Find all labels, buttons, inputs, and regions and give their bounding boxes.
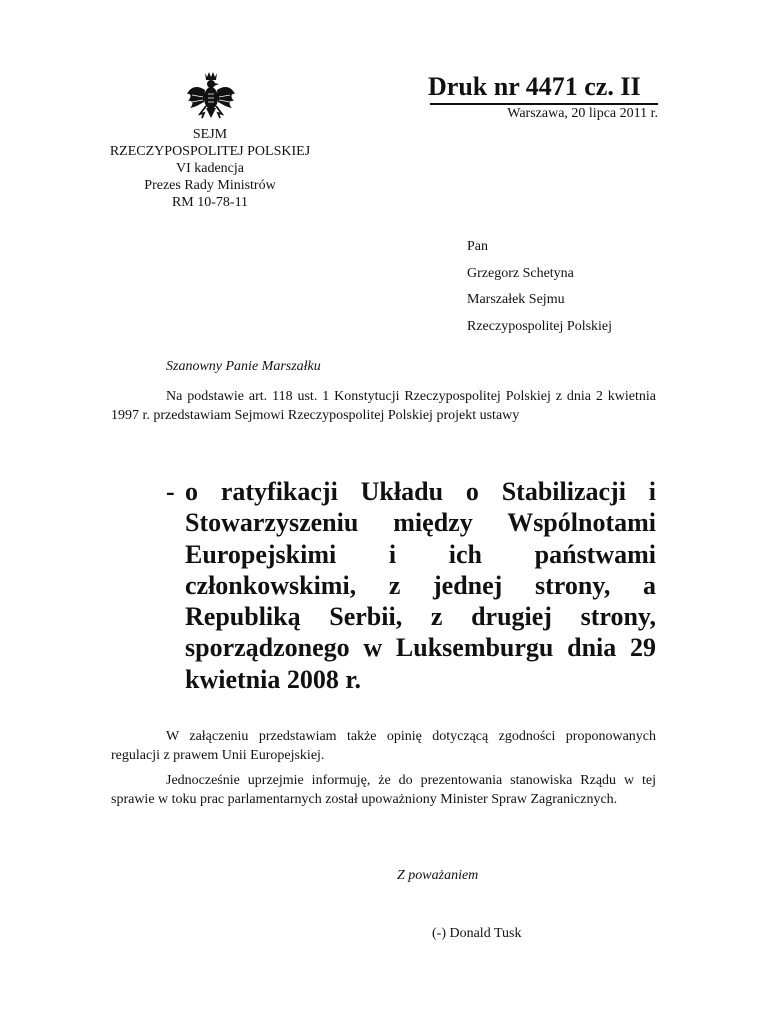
print-number-heading: Druk nr 4471 cz. II (428, 72, 641, 101)
sender-line: VI kadencja (175, 161, 245, 176)
authorization-paragraph: Jednocześnie uprzejmie informuję, że do prezentowania stanowiska Rządu w tej sprawie w toku prac parlamentarnych został upoważniony Minister Spraw Zagranicznych. (111, 773, 656, 807)
sender-block (60, 126, 360, 211)
date-line: Warszawa, 20 lipca 2011 r. (507, 106, 658, 121)
addressee-line: Grzegorz Schetyna (467, 265, 574, 281)
sender-line: SEJM (192, 127, 228, 142)
sender-line: Prezes Rady Ministrów (144, 178, 276, 193)
addressee-line: Pan (467, 239, 488, 254)
salutation: Szanowny Panie Marszałku (166, 359, 321, 374)
intro-paragraph: Na podstawie art. 118 ust. 1 Konstytucji Rzeczypospolitej Polskiej z dnia 2 kwietnia 1997 r. przedstawiam Sejmowi Rzeczypospolitej Polskiej projekt ustawy (111, 389, 656, 423)
title-dash: - (166, 477, 175, 506)
sender-line: RZECZYPOSPOLITEJ POLSKIEJ (109, 144, 311, 159)
polish-eagle-emblem-icon (186, 70, 236, 122)
signature: (-) Donald Tusk (432, 926, 522, 941)
closing-formula: Z poważaniem (397, 868, 479, 883)
addressee-line: Rzeczypospolitej Polskiej (467, 319, 613, 335)
sender-line: RM 10-78-11 (171, 195, 249, 210)
addressee-block (467, 234, 612, 341)
addressee-line: Marszałek Sejmu (467, 292, 565, 308)
bill-title: o ratyfikacji Układu o Stabilizacji i Stowarzyszeniu między Wspólnotami Europejskimi i ich państwami członkowskimi, z jednej strony, a Republiką Serbii, z drugiej strony, sporządzonego w Luksemburgu dnia 29 kwietnia 2008 r. (185, 477, 656, 694)
attachment-paragraph: W załączeniu przedstawiam także opinię dotyczącą zgodności proponowanych regulacji z prawem Unii Europejskiej. (111, 729, 656, 763)
